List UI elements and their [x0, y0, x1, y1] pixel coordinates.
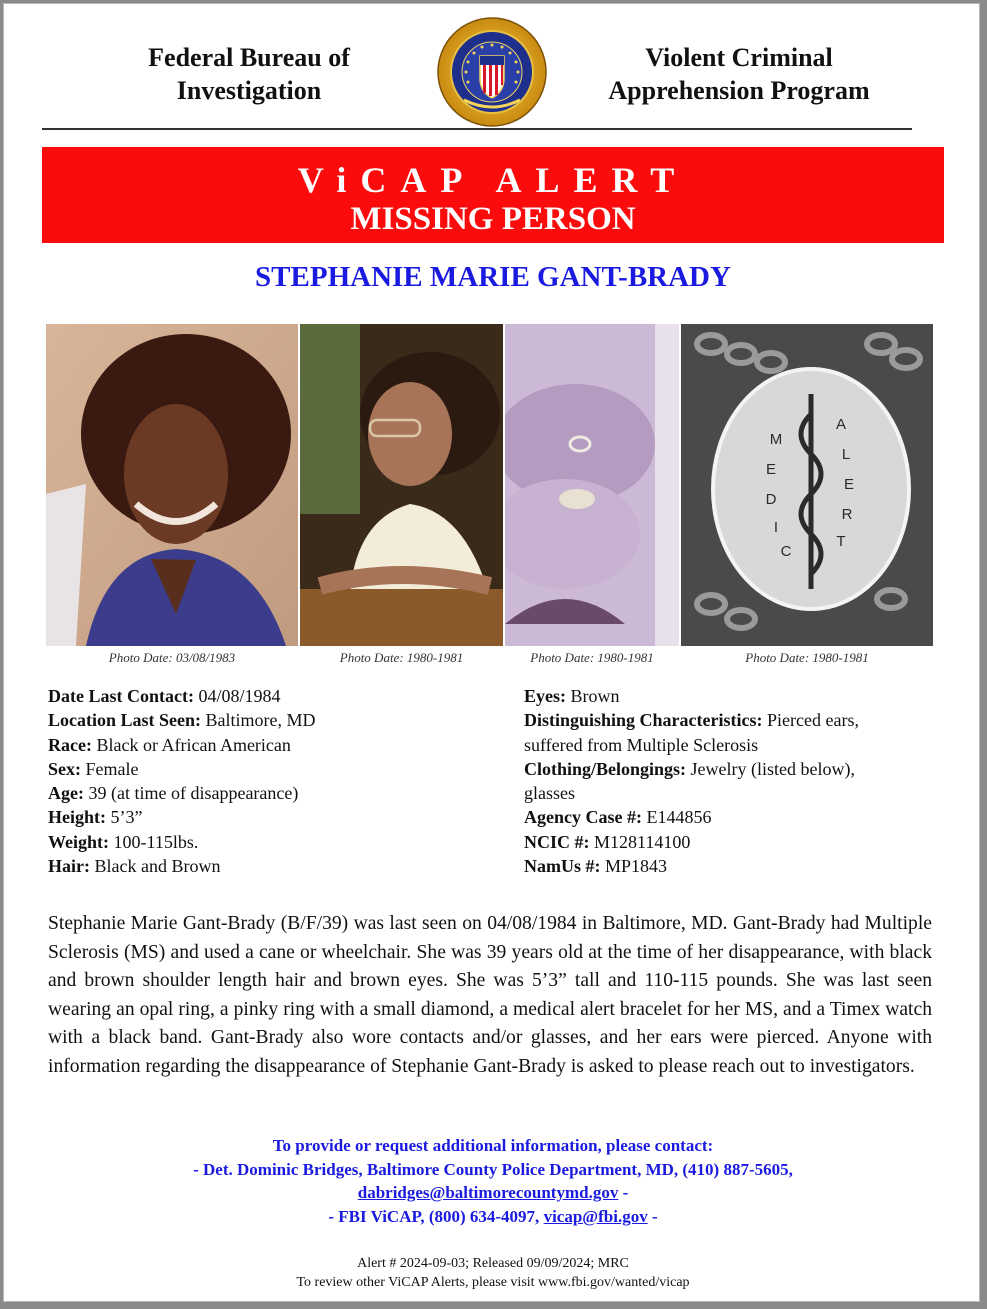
bracelet-letter: A: [835, 416, 847, 433]
header-agency-name: [99, 41, 399, 107]
detail-distinguishing-cont: suffered from Multiple Sclerosis: [524, 734, 759, 755]
photo-caption: Photo Date: 1980-1981: [745, 650, 869, 665]
detail-race: Race: Black or African American: [48, 734, 291, 755]
header-right-line1: Violent Criminal: [645, 43, 833, 72]
details-right: [524, 684, 944, 878]
footer: [42, 1254, 944, 1292]
bracelet-letter: C: [780, 543, 792, 560]
header-divider: [42, 128, 912, 130]
detail-namus: NamUs #: MP1843: [524, 856, 668, 877]
photo-profile: [300, 324, 503, 646]
bracelet-letter: R: [841, 506, 853, 523]
photo-portrait: [46, 324, 298, 646]
footer-alert-number: Alert # 2024-09-03; Released 09/09/2024; MRC: [357, 1256, 629, 1271]
contact-email-line: dabridges@baltimorecountymd.gov -: [357, 1183, 629, 1203]
detail-clothing: Clothing/Belongings: Jewelry (listed below),: [524, 758, 855, 779]
detail-weight: Weight: 100-115lbs.: [48, 831, 199, 852]
vicap-email-link[interactable]: vicap@fbi.gov: [543, 1206, 648, 1226]
photo-ring: [505, 324, 679, 646]
detail-location-last-seen: Location Last Seen: Baltimore, MD: [48, 710, 316, 731]
bracelet-letter: L: [841, 446, 851, 463]
narrative-paragraph: Stephanie Marie Gant-Brady (B/F/39) was last seen on 04/08/1984 in Baltimore, MD. Gant-Brady had Multiple Sclerosis (MS) and used a cane or wheelchair. She was 39 years old at the time of her disappearance, with black and brown shoulder length hair and brown eyes. She was 5’3” tall and 110-115 pounds. She was last seen wearing an opal ring, a pinky ring with a small diamond, a medical alert bracelet for her MS, and a Timex watch with a black band. Gant-Brady also wore contacts and/or glasses, and her ears were pierced. Anyone with information regarding the disappearance of Stephanie Gant-Brady is asked to please reach out to investigators.: [48, 913, 932, 1077]
header-left-line2: Investigation: [176, 76, 322, 105]
header-program-name: [589, 41, 889, 107]
photo-caption: Photo Date: 03/08/1983: [108, 650, 236, 665]
header-right-line2: Apprehension Program: [608, 76, 870, 105]
detail-ncic: NCIC #: M128114100: [524, 831, 691, 852]
details-left: [48, 684, 508, 878]
bracelet-letter: M: [769, 431, 783, 448]
bracelet-letter: T: [836, 533, 846, 550]
detail-distinguishing: Distinguishing Characteristics: Pierced ears,: [524, 710, 859, 731]
photo-medic-bracelet: [681, 324, 933, 646]
bracelet-letter: E: [843, 476, 855, 493]
detail-agency-case: Agency Case #: E144856: [524, 807, 712, 828]
photo-caption: Photo Date: 1980-1981: [530, 650, 654, 665]
detective-email-link[interactable]: dabridges@baltimorecountymd.gov: [357, 1183, 619, 1203]
alert-banner: [42, 147, 944, 243]
header-left-line1: Federal Bureau of: [148, 43, 350, 72]
contact-heading: To provide or request additional information, please contact:: [272, 1136, 714, 1155]
detail-date-last-contact: Date Last Contact: 04/08/1984: [48, 686, 281, 706]
detail-eyes: Eyes: Brown: [524, 686, 620, 706]
bracelet-letter: D: [765, 491, 777, 508]
detail-hair: Hair: Black and Brown: [48, 856, 221, 877]
banner-title: ViCAP ALERT: [297, 160, 689, 200]
contact-detective: - Det. Dominic Bridges, Baltimore County Police Department, MD, (410) 887-5605,: [193, 1159, 793, 1179]
banner-subtitle: MISSING PERSON: [350, 201, 636, 237]
detail-clothing-cont: glasses: [524, 783, 575, 804]
footer-review-line: To review other ViCAP Alerts, please visit www.fbi.gov/wanted/vicap: [296, 1275, 690, 1290]
detail-sex: Sex: Female: [48, 758, 139, 779]
contact-block: [42, 1134, 944, 1228]
fbi-seal-icon: [436, 16, 548, 128]
detail-height: Height: 5’3”: [48, 807, 143, 828]
subject-name: STEPHANIE MARIE GANT-BRADY: [255, 261, 731, 293]
bracelet-letter: I: [773, 519, 779, 536]
detail-age: Age: 39 (at time of disappearance): [48, 783, 299, 804]
contact-vicap-line: - FBI ViCAP, (800) 634-4097, vicap@fbi.gov -: [328, 1206, 658, 1226]
photo-caption: Photo Date: 1980-1981: [339, 650, 464, 665]
bracelet-letter: E: [765, 461, 777, 478]
alert-page: [3, 3, 980, 1302]
